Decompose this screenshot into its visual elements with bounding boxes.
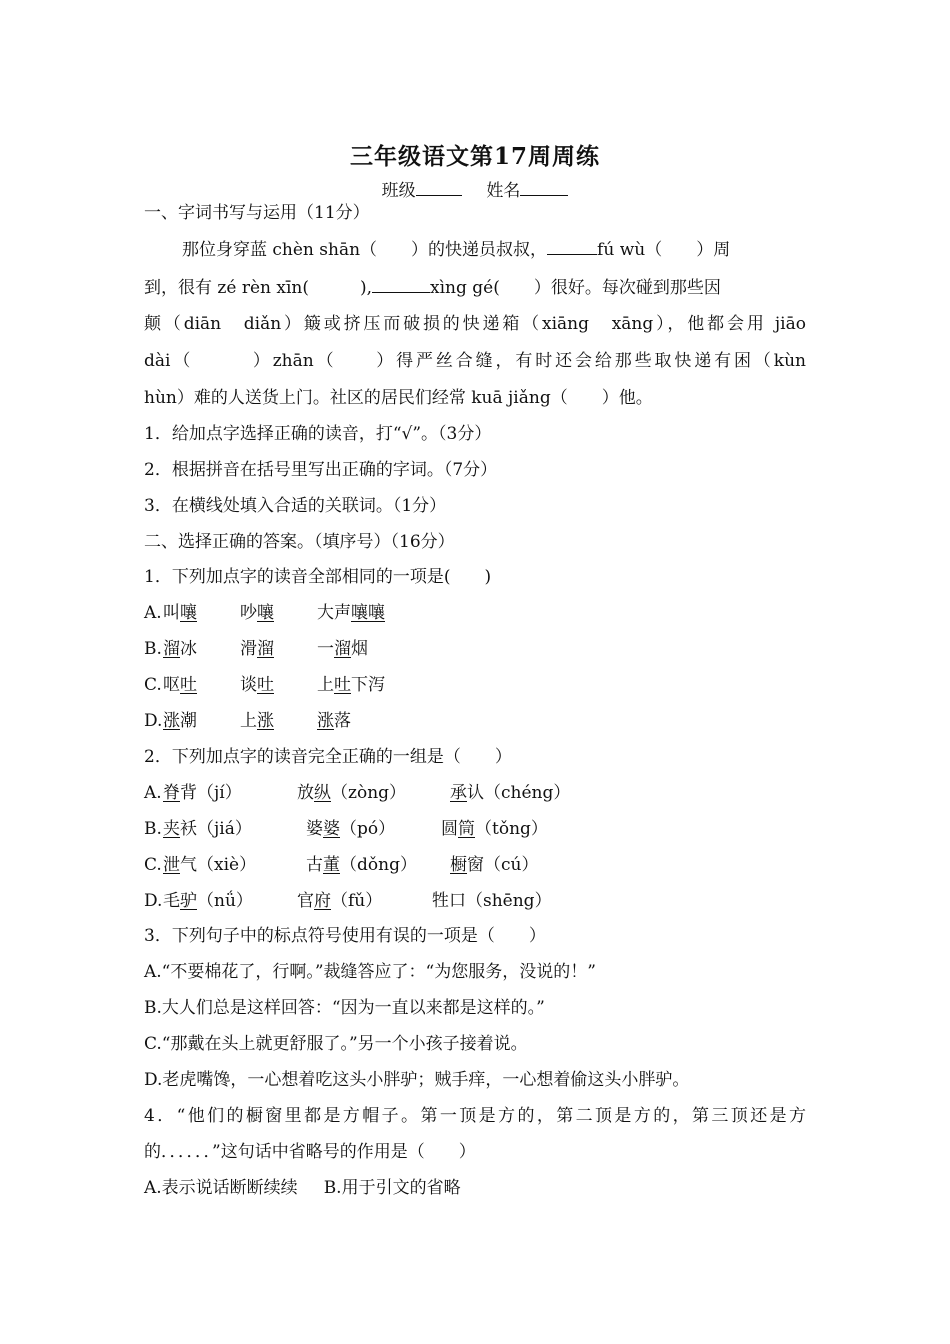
dotted-character: 府	[314, 891, 331, 911]
q3-option-a: A.“不要棉花了，行啊。”裁缝答应了：“为您服务，没说的！”	[144, 962, 596, 982]
section2-heading: 二、选择正确的答案。（填序号）（16分）	[144, 532, 455, 552]
option-word: 溜冰	[163, 639, 197, 659]
option-word: 放纵（zòng）	[297, 783, 407, 803]
conjunction-blank-1[interactable]	[547, 238, 597, 255]
q3-stem: 3．下列句子中的标点符号使用有误的一项是（ ）	[144, 926, 546, 946]
q2-option-d	[144, 890, 552, 912]
q2-option-b	[144, 818, 548, 840]
dotted-character: 董	[323, 855, 340, 875]
option-word: 一溜烟	[317, 639, 368, 659]
dotted-character: 纵	[314, 783, 331, 803]
dotted-character: 溜	[334, 639, 351, 659]
dotted-character: 涨	[257, 711, 274, 731]
q3-option-c: C.“那戴在头上就更舒服了。”另一个小孩子接着说。	[144, 1034, 528, 1054]
option-letter: C.	[144, 855, 162, 875]
dotted-character: 嚷	[180, 603, 197, 623]
option-word: 叫嚷	[163, 603, 197, 623]
q4-option-b: B.用于引文的省略	[323, 1178, 461, 1198]
section1-question-3: 3．在横线处填入合适的关联词。（1分）	[144, 496, 447, 516]
section1-question-1: 1．给加点字选择正确的读音，打“√”。（3分）	[144, 424, 492, 444]
option-word: 上涨	[240, 711, 274, 731]
q1-option-c	[144, 674, 385, 696]
page-title: 三年级语文第17周周练	[349, 143, 600, 170]
option-word: 大声嚷嚷	[317, 603, 385, 623]
option-word: 脊背（jí）	[163, 783, 242, 803]
passage-line-3: 颠（diān diǎn）簸或挤压而破损的快递箱（xiāng xāng），他都会用 jiāo	[144, 314, 806, 334]
option-word: 涨落	[317, 711, 351, 731]
option-word: 牲口（shēng）	[432, 891, 552, 911]
option-word: 谈吐	[240, 675, 274, 695]
option-word: 泄气（xiè）	[163, 855, 257, 875]
dotted-character: 筒	[458, 819, 475, 839]
option-word: 涨潮	[163, 711, 197, 731]
option-word: 官府（fǔ）	[297, 891, 383, 911]
passage-text: 到，很有 zé rèn xīn( ),	[144, 278, 373, 298]
option-word: 吵嚷	[240, 603, 274, 623]
dotted-character: 泄	[163, 855, 180, 875]
option-word: 滑溜	[240, 639, 274, 659]
q1-option-b	[144, 638, 368, 660]
option-word: 橱窗（cú）	[450, 855, 539, 875]
name-label: 姓名	[486, 181, 521, 201]
option-letter: D.	[144, 711, 163, 731]
option-word: 呕吐	[163, 675, 197, 695]
option-letter: B.	[144, 639, 162, 659]
option-word: 承认（chéng）	[450, 783, 571, 803]
dotted-character: 夹	[163, 819, 180, 839]
q2-option-a	[144, 782, 571, 804]
passage-line-1	[182, 238, 806, 261]
q4-stem-line-1: 4．“他们的橱窗里都是方帽子。第一顶是方的，第二顶是方的，第三顶还是方	[144, 1106, 806, 1126]
option-word: 上吐下泻	[317, 675, 385, 695]
dotted-character: 橱	[450, 855, 467, 875]
q4-stem-line-2: 的．．．．．．”这句话中省略号的作用是（ ）	[144, 1142, 476, 1162]
dotted-character: 吐	[257, 675, 274, 695]
option-word: 婆婆（pó）	[306, 819, 396, 839]
dotted-character: 涨	[163, 711, 180, 731]
dotted-character: 承	[450, 783, 467, 803]
option-letter: A.	[144, 603, 162, 623]
dotted-character: 婆	[323, 819, 340, 839]
passage-line-2	[144, 276, 721, 299]
option-word: 夹袄（jiá）	[163, 819, 252, 839]
dotted-character: 溜	[163, 639, 180, 659]
dotted-character: 涨	[317, 711, 334, 731]
dotted-character: 吐	[334, 675, 351, 695]
q1-option-d	[144, 710, 351, 732]
class-blank[interactable]	[416, 179, 462, 196]
q3-option-d: D.老虎嘴馋，一心想着吃这头小胖驴；贼手痒，一心想着偷这头小胖驴。	[144, 1070, 690, 1090]
option-letter: C.	[144, 675, 162, 695]
class-label: 班级	[381, 181, 416, 201]
dotted-character: 驴	[180, 891, 197, 911]
passage-line-4: dài（ ）zhān（ ）得严丝合缝，有时还会给那些取快递有困（kùn	[144, 351, 806, 371]
passage-line-5: hùn）难的人送货上门。社区的居民们经常 kuā jiǎng（ ）他。	[144, 388, 653, 408]
class-name-line	[0, 176, 950, 201]
option-word: 圆筒（tǒng）	[441, 819, 548, 839]
q1-option-a	[144, 602, 385, 624]
name-blank[interactable]	[520, 179, 568, 196]
option-letter: B.	[144, 819, 162, 839]
dotted-character: 嚷	[257, 603, 274, 623]
section1-heading: 一、字词书写与运用（11分）	[144, 203, 370, 223]
dotted-character: 吐	[180, 675, 197, 695]
dotted-character: 溜	[257, 639, 274, 659]
q2-option-c	[144, 854, 539, 876]
q4-option-a: A.表示说话断断续续	[144, 1178, 298, 1198]
section1-question-2: 2．根据拼音在括号里写出正确的字词。（7分）	[144, 460, 498, 480]
passage-text: xìng gé( ）很好。每次碰到那些因	[430, 278, 721, 298]
option-word: 毛驴（nǘ）	[163, 891, 253, 911]
option-letter: D.	[144, 891, 163, 911]
dotted-character: 嚷嚷	[351, 603, 385, 623]
q2-stem: 2．下列加点字的读音完全正确的一组是（ ）	[144, 747, 512, 767]
passage-text: fú wù（ ）周	[597, 240, 731, 260]
q4-options	[144, 1177, 461, 1199]
conjunction-blank-2[interactable]	[372, 276, 430, 293]
passage-text: 那位身穿蓝 chèn shān（ ）的快递员叔叔，	[182, 240, 548, 260]
q3-option-b: B.大人们总是这样回答：“因为一直以来都是这样的。”	[144, 998, 545, 1018]
dotted-character: 脊	[163, 783, 180, 803]
option-word: 古董（dǒng）	[306, 855, 417, 875]
option-letter: A.	[144, 783, 162, 803]
q1-stem: 1．下列加点字的读音全部相同的一项是( )	[144, 567, 492, 587]
